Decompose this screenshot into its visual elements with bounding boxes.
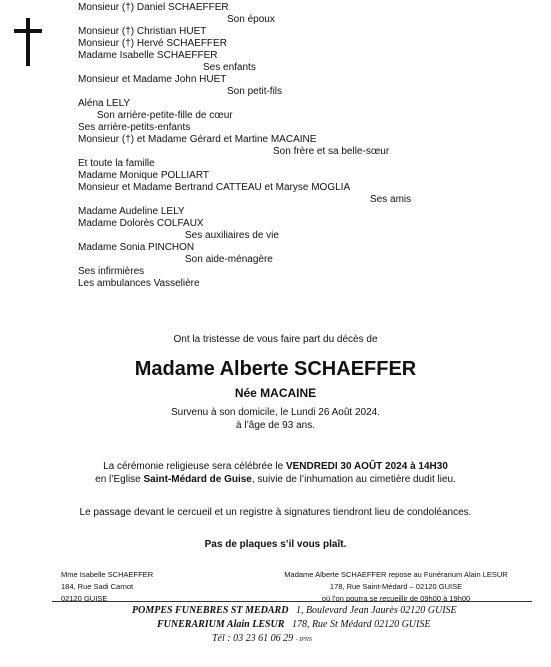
church-name: Saint-Médard de Guise: [143, 474, 252, 485]
family-line: Les ambulances Vasselière: [78, 278, 200, 289]
ceremony-date: VENDREDI 30 AOÛT 2024 à 14H30: [285, 461, 448, 472]
ceremony-line-1: [0, 461, 551, 472]
funerarium-footer-address: 178, Rue St Médard 02120 GUISE: [291, 619, 431, 630]
family-line: Madame Audeline LELY: [78, 206, 185, 217]
family-line: Madame Isabelle SCHAEFFER: [78, 50, 218, 61]
family-line: Madame Sonia PINCHON: [78, 242, 195, 253]
cross-icon: [14, 18, 42, 66]
family-line: Monsieur (†) et Madame Gérard et Martine MACAINE: [78, 134, 317, 145]
relation-label: Son aide-ménagère: [185, 254, 273, 265]
phone-number: Tél : 03 23 61 06 29: [212, 633, 294, 644]
funerarium-line: [157, 619, 430, 630]
visiting-hours: où l’on pourra se recueillir de 09h00 à 19h00: [321, 594, 471, 603]
phone-line: [212, 633, 312, 644]
family-address: [61, 570, 153, 603]
deceased-name: Madame Alberte SCHAEFFER: [134, 358, 417, 380]
funerarium-notice: [284, 570, 508, 603]
family-line: Monsieur (†) Christian HUET: [78, 26, 207, 37]
family-line: Monsieur (†) Daniel SCHAEFFER: [78, 2, 229, 13]
relation-label: Ses enfants: [203, 62, 256, 73]
funeral-home-line: [132, 605, 457, 616]
family-contact-city: 02120 GUISE: [61, 594, 108, 603]
rest-location: Madame Alberte SCHAEFFER repose au Funérarium Alain LESUR: [284, 570, 508, 579]
family-line: Monsieur et Madame John HUET: [78, 74, 227, 85]
ceremony-line-2: [0, 474, 551, 485]
family-line: Madame Monique POLLIART: [78, 170, 209, 181]
family-contact-name: Mme Isabelle SCHAEFFER: [61, 570, 154, 579]
maiden-name: Née MACAINE: [234, 386, 317, 400]
funeral-home-name: POMPES FUNEBRES ST MEDARD: [132, 605, 289, 616]
footer-divider: [52, 601, 532, 602]
relation-label: Son frère et sa belle-sœur: [273, 146, 390, 157]
burial-text: , suivie de l’inhumation au cimetière dudit lieu.: [251, 474, 456, 485]
relation-label: Son petit-fils: [227, 86, 283, 97]
relation-label: Son arrière-petite-fille de cœur: [97, 110, 233, 121]
funeral-home-address: 1, Boulevard Jean Jaurès 02120 GUISE: [295, 605, 457, 616]
age-text: à l’âge de 93 ans.: [236, 420, 315, 431]
family-line: Ses infirmières: [78, 266, 145, 277]
relation-label: Son époux: [227, 14, 275, 25]
death-details: Survenu à son domicile, le Lundi 26 Août 2024.: [170, 407, 381, 418]
family-line: Monsieur (†) Hervé SCHAEFFER: [78, 38, 227, 49]
relation-label: Ses amis: [370, 194, 412, 205]
family-line: Aléna LELY: [78, 98, 131, 109]
ceremony-place-intro: en l’Eglise: [95, 474, 144, 485]
relation-label: Ses auxiliaires de vie: [185, 230, 279, 241]
announcement-text: Ont la tristesse de vous faire part du décès de: [173, 334, 378, 345]
condolences-text: Le passage devant le cercueil et un registre à signatures tiendront lieu de condoléances.: [79, 507, 472, 518]
family-line: Ses arrière-petits-enfants: [78, 122, 191, 133]
ceremony-intro: La cérémonie religieuse sera célébrée le: [103, 461, 286, 472]
funerarium-name: FUNERARIUM Alain LESUR: [157, 619, 285, 630]
funerarium-address: 178, Rue Saint-Médard – 02120 GUISE: [329, 582, 463, 591]
no-plaques-text: Pas de plaques s’il vous plaît.: [204, 539, 347, 550]
family-contact-street: 184, Rue Sadi Carnot: [61, 582, 134, 591]
family-line: Et toute la famille: [78, 158, 155, 169]
family-line: Madame Dolorès COLFAUX: [78, 218, 204, 229]
family-line: Monsieur et Madame Bertrand CATTEAU et Maryse MOGLIA: [78, 182, 351, 193]
printer-mention: - IPNS: [295, 637, 312, 643]
